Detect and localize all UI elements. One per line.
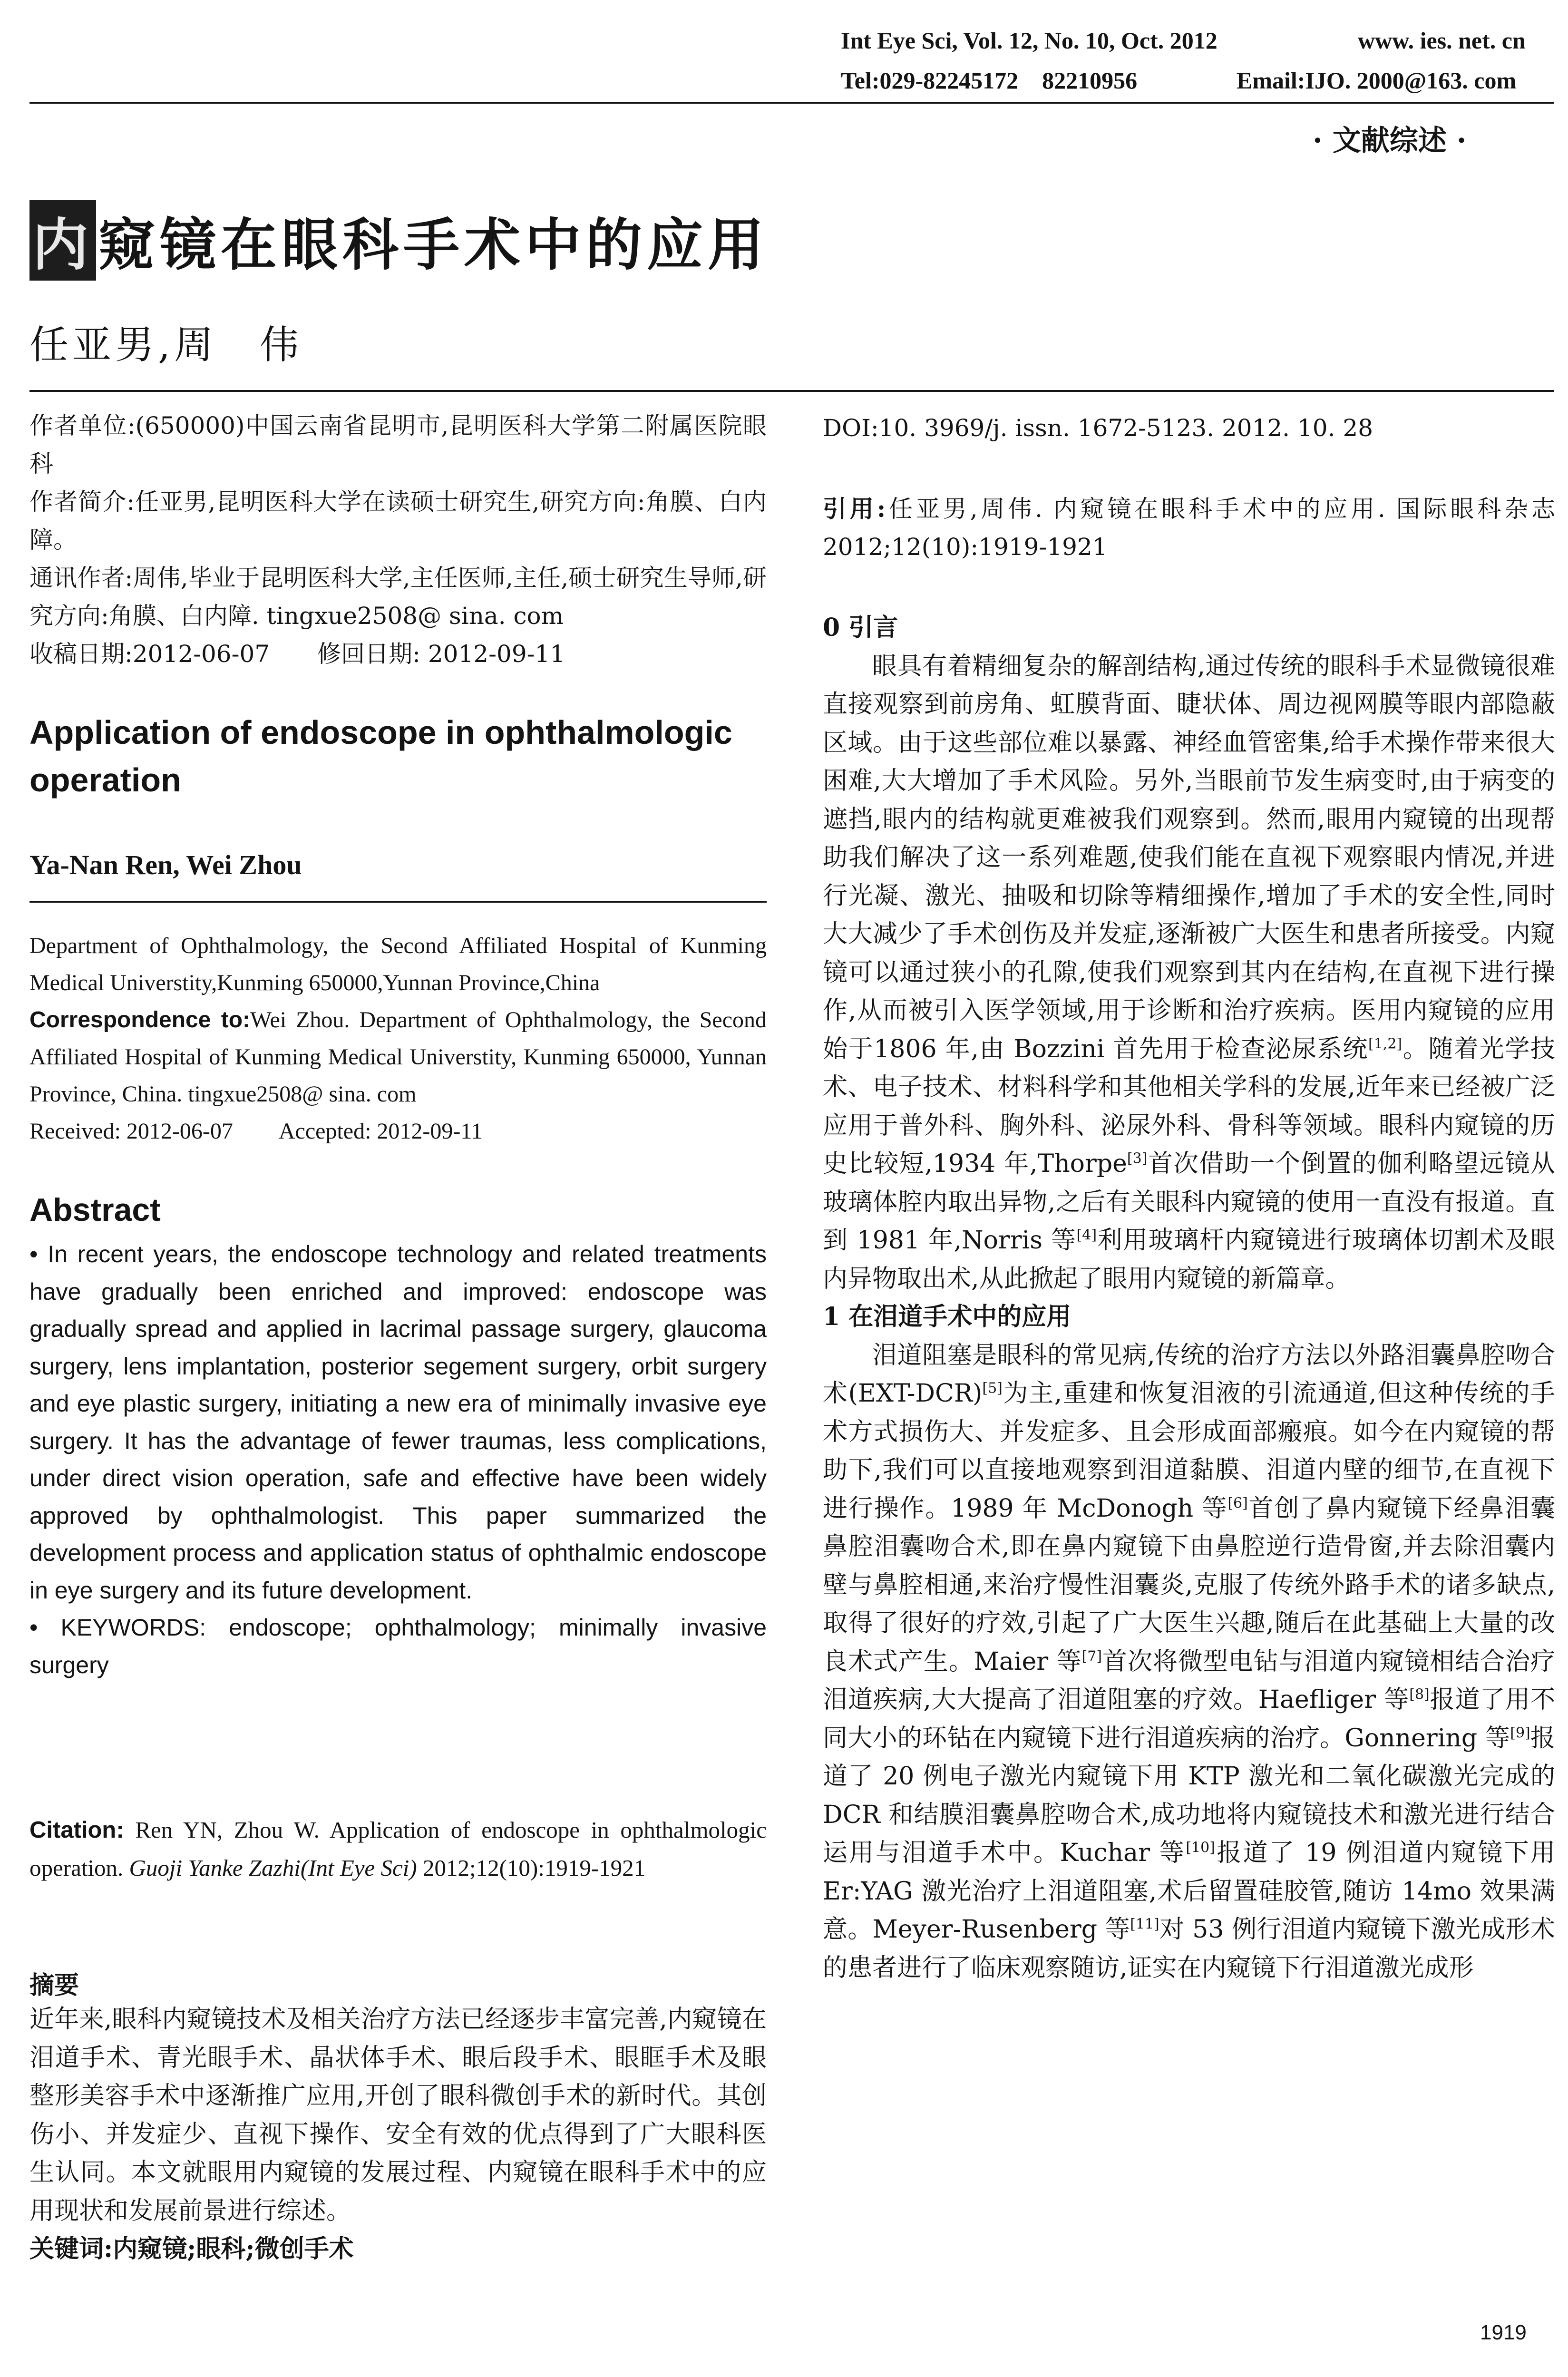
correspondence-label: Correspondence to:: [29, 1007, 251, 1033]
citation-label: Citation:: [29, 1817, 124, 1843]
citation-journal: Guoji Yanke Zazhi(Int Eye Sci): [129, 1855, 417, 1881]
main-body: [823, 609, 1555, 1987]
author-unit: 作者单位:(650000)中国云南省昆明市,昆明医科大学第二附属医院眼科: [29, 412, 767, 477]
s1-text-h: 对 53 例行泪道内窥镜下激光成形术的患者进行了临床观察随访,证实在内窥镜下行泪道激光成形: [823, 1915, 1555, 1982]
ref-8: [8]: [1409, 1686, 1430, 1703]
citation-text-before: Ren YN, Zhou W. Application of endoscope in ophthalmologic operation.: [29, 1817, 767, 1881]
author-dates: 收稿日期:2012-06-07 修回日期: 2012-09-11: [29, 640, 565, 668]
ref-7: [7]: [1081, 1648, 1102, 1665]
page-number: 1919: [1480, 2321, 1527, 2344]
journal-website: www. ies. net. cn: [1358, 27, 1526, 54]
author-info: [29, 407, 767, 673]
cn-citation: [823, 490, 1555, 566]
ref-9: [9]: [1510, 1724, 1530, 1742]
affiliation-dept: Department of Ophthalmology, the Second Affiliated Hospital of Kunming Medical Universtity,Kunming 650000,Yunnan Province,China: [29, 933, 767, 995]
title-rest: 窥镜在眼科手术中的应用: [99, 212, 769, 278]
article-title: [29, 200, 769, 281]
ref-4: [4]: [1076, 1227, 1097, 1244]
correspondence-text: Wei Zhou. Department of Ophthalmology, the Second Affiliated Hospital of Kunming Medical Universtity, Kunming 650000, Yunnan Province, China. tingxue2508@ sina. com: [29, 1007, 767, 1107]
section-0-heading: 0 引言: [823, 613, 898, 642]
abstract-heading: Abstract: [29, 1192, 161, 1228]
citation-block: [29, 1811, 767, 1887]
affiliation-block: [29, 927, 767, 1150]
authors-cn: 任亚男,周 伟: [29, 322, 303, 368]
title-rule: [29, 390, 1554, 392]
ref-6: [6]: [1227, 1495, 1248, 1512]
s0-text-d: 利用玻璃杆内窥镜进行玻璃体切割术及眼内异物取出术,从此掀起了眼用内窥镜的新篇章。: [823, 1226, 1555, 1293]
s0-text-a: 眼具有着精细复杂的解剖结构,通过传统的眼科手术显微镜很难直接观察到前房角、虹膜背面、睫状体、周边视网膜等眼内部隐蔽区域。由于这些部位难以暴露、神经血管密集,给手术操作带来很大困难,大大增加了手术风险。另外,当眼前节发生病变时,由于病变的遮挡,眼内的结构就更难被我们观察到。然而,眼用内窥镜的出现帮助我们解决了这一系列难题,使我们能在直视下观察眼内情况,并进行光凝、激光、抽吸和切除等精细操作,增加了手术的安全性,同时大大减少了手术创伤及并发症,逐渐被广大医生和患者所接受。内窥镜可以通过狭小的孔隙,使我们观察到其内在结构,在直视下进行操作,从而被引入医学领域,用于诊断和治疗疾病。医用内窥镜的应用始于1806 年,由 Bozzini 首先用于检查泌尿系统: [823, 652, 1555, 1063]
article-category: · 文献综述 ·: [1313, 124, 1467, 157]
section-1-heading: 1 在泪道手术中的应用: [823, 1302, 1071, 1331]
header-rule: [29, 102, 1554, 104]
title-first-char: 内: [29, 200, 96, 281]
authors-rule: [29, 901, 767, 903]
s1-text-b: 为主,重建和恢复泪液的引流通道,但这种传统的手术方式损伤大、并发症多、且会形成面部瘢痕。如今在内窥镜的帮助下,我们可以直接地观察到泪道黏膜、泪道内壁的细节,在直视下进行操作。1989 年 McDonogh 等: [823, 1379, 1555, 1523]
cn-keywords: 关键词:内窥镜;眼科;微创手术: [29, 2234, 354, 2263]
cn-abstract: [29, 2000, 767, 2269]
affiliation-correspondence: [29, 1002, 767, 1113]
doi: DOI:10. 3969/j. issn. 1672-5123. 2012. 10. 28: [823, 414, 1373, 442]
journal-email: Email:IJO. 2000@163. com: [1237, 67, 1517, 94]
abstract-keywords: • KEYWORDS: endoscope; ophthalmology; minimally invasive surgery: [29, 1614, 767, 1678]
cn-citation-text: 任亚男,周伟. 内窥镜在眼科手术中的应用. 国际眼科杂志 2012;12(10):1919-1921: [823, 495, 1555, 561]
s0-text-b: 。随着光学技术、电子技术、材料科学和其他相关学科的发展,近年来已经被广泛应用于普外科、胸外科、泌尿外科、骨科等领域。眼科内窥镜的历史比较短,1934 年,Thorpe: [823, 1034, 1555, 1178]
s1-text-d: 首次将微型电钻与泪道内窥镜相结合治疗泪道疾病,大大提高了泪道阻塞的疗效。Haefliger 等: [823, 1647, 1555, 1714]
ref-3: [3]: [1127, 1150, 1148, 1167]
english-title: Application of endoscope in ophthalmologic operation: [29, 714, 732, 799]
cn-abstract-body: 近年来,眼科内窥镜技术及相关治疗方法已经逐步丰富完善,内窥镜在泪道手术、青光眼手术、晶状体手术、眼后段手术、眼眶手术及眼整形美容手术中逐渐推广应用,开创了眼科微创手术的新时代。其创伤小、并发症少、直视下操作、安全有效的优点得到了广大眼科医生认同。本文就眼用内窥镜的发展过程、内窥镜在眼科手术中的应用现状和发展前景进行综述。: [29, 2005, 767, 2225]
english-authors: Ya-Nan Ren, Wei Zhou: [29, 849, 302, 880]
abstract-text: • In recent years, the endoscope technology and related treatments have gradually been enriched and improved: endoscope was gradually spread and applied in lacrimal passage surgery, glaucoma surgery, lens implantation, posterior segement surgery, orbit surgery and eye plastic surgery, initiating a new era of minimally invasive eye surgery. It has the advantage of fewer traumas, less complications, under direct vision operation, safe and effective have been widely approved by ophthalmologist. This paper summarized the development process and application status of ophthalmic endoscope in eye surgery and its future development.: [29, 1241, 767, 1604]
ref-10: [10]: [1186, 1839, 1215, 1856]
s1-text-e: 报道了用不同大小的环钻在内窥镜下进行泪道疾病的治疗。Gonnering 等: [823, 1685, 1555, 1753]
ref-5: [5]: [982, 1380, 1003, 1397]
s1-text-f: 报道了 20 例电子激光内窥镜下用 KTP 激光和二氧化碳激光完成的 DCR 和结膜泪囊鼻腔吻合术,成功地将内窥镜技术和激光进行结合运用与泪道手术中。Kuchar 等: [823, 1724, 1555, 1867]
abstract-body: [29, 1236, 767, 1684]
s1-text-a: 泪道阻塞是眼科的常见病,传统的治疗方法以外路泪囊鼻腔吻合术(EXT-DCR): [823, 1341, 1555, 1408]
affiliation-dates: Received: 2012-06-07 Accepted: 2012-09-11: [29, 1119, 483, 1144]
s1-text-g: 报道了 19 例泪道内窥镜下用 Er:YAG 激光治疗上泪道阻塞,术后留置硅胶管,随访 14mo 效果满意。Meyer-Rusenberg 等: [823, 1839, 1555, 1944]
cn-abstract-heading: 摘要: [29, 1971, 79, 2000]
journal-tel: Tel:029-82245172 82210956: [841, 67, 1138, 94]
section-0-paragraph: [823, 647, 1555, 1298]
section-1-paragraph: [823, 1336, 1555, 1987]
s1-text-c: 首创了鼻内窥镜下经鼻泪囊鼻腔泪囊吻合术,即在鼻内窥镜下由鼻腔逆行造骨窗,并去除泪囊内壁与鼻腔相通,来治疗慢性泪囊炎,克服了传统外路手术的诸多缺点,取得了很好的疗效,引起了广大医生兴趣,随后在此基础上大量的改良术式产生。Maier 等: [823, 1494, 1555, 1676]
author-bio: 作者简介:任亚男,昆明医科大学在读硕士研究生,研究方向:角膜、白内障。: [29, 488, 767, 554]
ref-11: [11]: [1130, 1916, 1159, 1933]
ref-1-2: [1,2]: [1368, 1035, 1402, 1052]
cn-citation-label: 引用:: [823, 495, 886, 523]
citation-text-after: 2012;12(10):1919-1921: [417, 1855, 646, 1881]
s0-text-c: 首次借助一个倒置的伽利略望远镜从玻璃体腔内取出异物,之后有关眼科内窥镜的使用一直没有报道。直到 1981 年,Norris 等: [823, 1150, 1555, 1255]
journal-volume-line: Int Eye Sci, Vol. 12, No. 10, Oct. 2012: [841, 27, 1217, 54]
author-correspondence: 通讯作者:周伟,毕业于昆明医科大学,主任医师,主任,硕士研究生导师,研究方向:角膜、白内障. tingxue2508@ sina. com: [29, 564, 767, 630]
